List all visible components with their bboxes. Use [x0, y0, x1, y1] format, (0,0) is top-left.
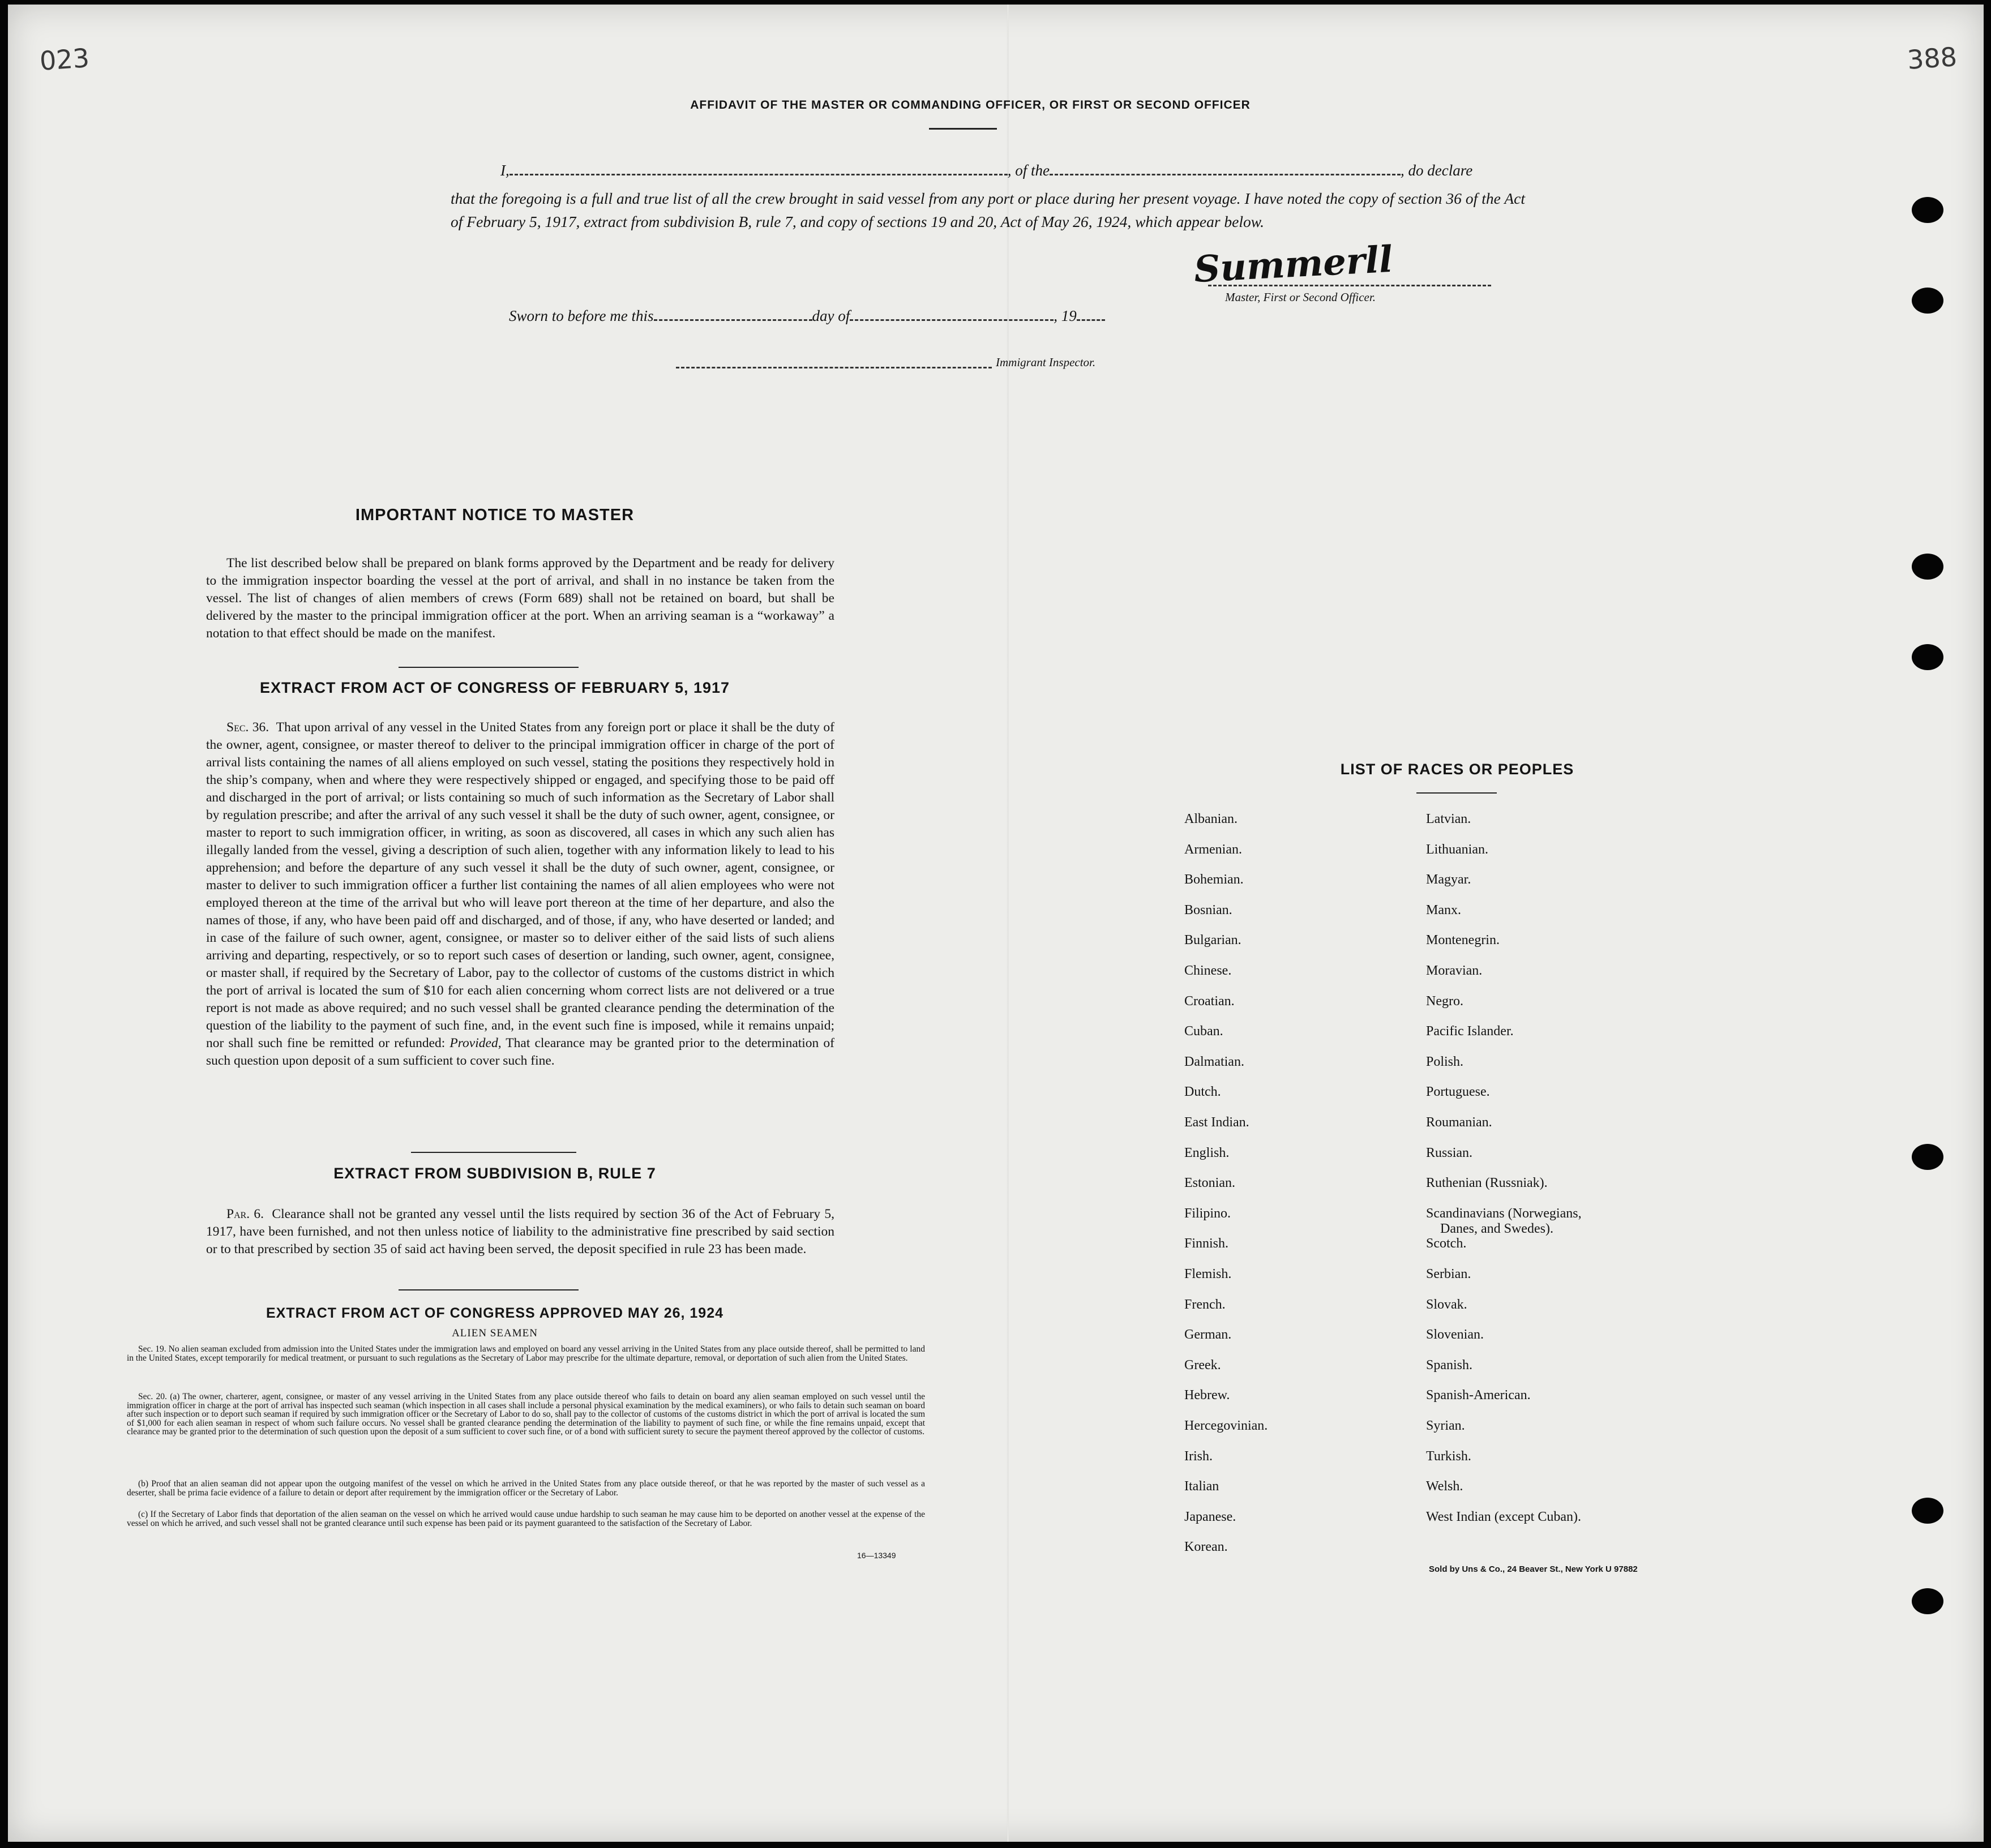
sec-19-text: Sec. 19. No alien seaman excluded from admission into the United States under the immigration laws and employed on board any vessel arriving in the United States from any place outside thereof, shall be permitted to land in the United States, except temporarily for medical treatment, or pursuant to such regulations as the Secretary of Labor may prescribe for the ultimate departure, removal, or deportation of such alien from the United States.: [127, 1344, 925, 1363]
race-item: Dutch.: [1184, 1084, 1221, 1100]
race-item: Moravian.: [1426, 963, 1483, 978]
race-item: Slovak.: [1426, 1297, 1467, 1312]
race-item: Bulgarian.: [1184, 933, 1241, 948]
sworn-line: [509, 307, 1105, 325]
race-item: Portuguese.: [1426, 1084, 1490, 1100]
divider: [399, 1289, 579, 1290]
vessel-blank[interactable]: [1050, 174, 1401, 175]
alien-seamen-subtitle: ALIEN SEAMEN: [452, 1327, 538, 1339]
sworn-label: Sworn to before me this: [509, 307, 654, 324]
punch-hole: [1912, 288, 1943, 314]
race-item: Bohemian.: [1184, 872, 1244, 887]
race-item: Dalmatian.: [1184, 1054, 1244, 1069]
punch-hole: [1912, 197, 1943, 223]
race-item: Polish.: [1426, 1054, 1464, 1069]
inspector-label: Immigrant Inspector.: [996, 355, 1096, 369]
race-item: Estonian.: [1184, 1176, 1235, 1191]
punch-hole: [1912, 1144, 1943, 1170]
race-item: Russian.: [1426, 1145, 1473, 1160]
corner-mark-right: 388: [1906, 41, 1958, 75]
punch-hole: [1912, 644, 1943, 670]
proviso-text: That clearance may be granted prior to the determination of such question upon deposit of a sum sufficient to cover such fine.: [206, 1036, 835, 1068]
race-item: French.: [1184, 1297, 1226, 1312]
sec-36-label: Sec. 36.: [226, 720, 269, 735]
race-item: Irish.: [1184, 1448, 1213, 1464]
punch-hole: [1912, 554, 1943, 580]
race-item: Korean.: [1184, 1540, 1228, 1555]
race-item: Roumanian.: [1426, 1115, 1492, 1130]
punch-hole: [1912, 1498, 1943, 1524]
center-fold: [1007, 5, 1009, 1842]
race-item: Greek.: [1184, 1357, 1221, 1373]
sec-20b-text: (b) Proof that an alien seaman did not appear upon the outgoing manifest of the vessel on which he arrived in the United States from any place outside thereof, or that he was reported by the master of such vessel as a deserter, shall be prima facie evidence of a failure to detain or deport after requirement by the immigration officer or the Secretary of Labor.: [127, 1479, 925, 1498]
punch-hole: [1912, 1588, 1943, 1614]
extract-1917-title: EXTRACT FROM ACT OF CONGRESS OF FEBRUARY 5, 1917: [259, 679, 730, 696]
race-item: Chinese.: [1184, 963, 1232, 978]
extract-1924-title: EXTRACT FROM ACT OF CONGRESS APPROVED MAY 26, 1924: [266, 1305, 724, 1321]
race-item: Ruthenian (Russniak).: [1426, 1176, 1548, 1191]
race-item: Hercegovinian.: [1184, 1418, 1268, 1433]
race-item: Scandinavians (Norwegians,: [1426, 1206, 1582, 1221]
year-label: , 19: [1054, 307, 1077, 324]
sec-20c-text: (c) If the Secretary of Labor finds that deportation of the alien seaman on the vessel on which he arrived would cause undue hardship to such seaman he may cause him to be deported on another vessel at the expense of the vessel on which he arrived, and such vessel shall not be granted clearance until such expense has been paid or its payment guaranteed to the satisfaction of the Secretary of Labor.: [127, 1510, 925, 1528]
form-number: 16—13349: [857, 1551, 896, 1560]
par-6-label: Par. 6.: [226, 1207, 264, 1221]
race-item: Spanish-American.: [1426, 1388, 1531, 1403]
race-item: Serbian.: [1426, 1267, 1471, 1281]
divider: [1416, 792, 1497, 794]
divider: [411, 1152, 576, 1153]
race-item: Welsh.: [1426, 1479, 1463, 1494]
sec-20a-text: Sec. 20. (a) The owner, charterer, agent, consignee, or master of any vessel arriving in the United States from any place outside thereof who fails to detain on board any alien seaman employed on such vessel until the immigration officer in charge at the port of arrival has inspected such seaman (which inspection in all cases shall include a personal physical examination by the medical examiners), or who fails to detain such seaman on board after such inspection or to deport such seaman if required by such immigration officer or the Secretary of Labor to do so, shall pay to the collector of customs of the customs district in which the port of arrival is located the sum of $1,000 for each alien seaman in respect of whom such failure occurs. No vessel shall be granted clearance pending the determination of the liability to payment of such fine, or while the fine remains unpaid, except that clearance may be granted prior to the determination of such question upon the deposit of a sum sufficient to cover such fine, or of a bond with sufficient surety to secure the payment thereof approved by the collector of customs.: [127, 1392, 925, 1437]
day-of-label: day of: [812, 307, 850, 324]
proviso-label: Provided,: [449, 1036, 502, 1051]
race-item: Magyar.: [1426, 872, 1471, 887]
divider: [929, 128, 997, 130]
race-item: Turkish.: [1426, 1448, 1471, 1464]
race-item: Pacific Islander.: [1426, 1024, 1514, 1039]
signature-line: [1208, 285, 1491, 286]
race-item: Latvian.: [1426, 812, 1471, 826]
sworn-month-blank[interactable]: [850, 319, 1054, 321]
race-item: Slovenian.: [1426, 1327, 1484, 1343]
race-item: Albanian.: [1184, 812, 1238, 826]
notice-title: IMPORTANT NOTICE TO MASTER: [355, 506, 635, 524]
officer-title: Master, First or Second Officer.: [1225, 290, 1376, 304]
extract-rule7-body: [206, 1206, 834, 1258]
divider: [399, 667, 579, 668]
affidavit-i: I,: [500, 162, 509, 179]
race-item: Cuban.: [1184, 1024, 1223, 1039]
race-item: Danes, and Swedes).: [1440, 1221, 1553, 1236]
race-item: East Indian.: [1184, 1115, 1249, 1130]
race-item: Scotch.: [1426, 1236, 1467, 1251]
race-item: Croatian.: [1184, 993, 1235, 1009]
race-item: Armenian.: [1184, 842, 1242, 857]
affidavit-of-the: , of the: [1007, 162, 1050, 179]
race-item: Negro.: [1426, 993, 1463, 1009]
affidavit-body: that the foregoing is a full and true list of all the crew brought in said vessel from any port or place during her present voyage. I have noted the copy of section 36 of the Act of February 5, 1917, extract from subdivision B, rule 7, and copy of sections 19 and 20, Act of May 26, 1924, which appear below.: [451, 190, 1525, 230]
inspector-signature-line[interactable]: [676, 367, 992, 368]
races-title: LIST OF RACES OR PEOPLES: [1340, 761, 1574, 778]
notice-body: The list described below shall be prepared on blank forms approved by the Department and be ready for delivery to the immigration inspector boarding the vessel at the port of arrival, and shall in no instance be taken from the vessel. The list of changes of alien members of crews (Form 689) shall not be retained on board, but shall be delivered by the master to the principal immigration officer at the port. When an arriving seaman is a “workaway” a notation to that effect should be made on the manifest.: [206, 556, 834, 641]
race-item: Finnish.: [1184, 1236, 1229, 1251]
sworn-year-blank[interactable]: [1077, 319, 1105, 321]
race-item: English.: [1184, 1145, 1230, 1160]
printer-credit: Sold by Uns & Co., 24 Beaver St., New York U 97882: [1429, 1564, 1638, 1574]
sec-36-text: That upon arrival of any vessel in the United States from any foreign port or place it shall be the duty of the owner, agent, consignee, or master thereof to deliver to the principal immigration officer in charge of the port of arrival lists containing the names of all aliens employed on such vessel, stating the positions they respectively hold in the ship’s company, when and where they were respectively shipped or engaged, and specifying those to be paid off and discharged in the port of arrival; or lists containing so much of such information as the Secretary of Labor shall by regulation prescribe; and after the arrival of any such vessel it shall be the duty of such owner, agent, consignee, or master to report to such immigration officer, in writing, as soon as discovered, all cases in which any such alien has illegally landed from the vessel, giving a description of such alien, together with any information likely to lead to his apprehension; and before the departure of any such vessel it shall be the duty of such owner, agent, consignee, or master to deliver to such immigration officer a further list containing the names of all alien employees who were not employed thereon at the time of the arrival but who will leave port thereon at the time of her departure, and also the names of those, if any, who have been paid off and discharged, and of those, if any, who have deserted or landed; and in case of the failure of such owner, agent, consignee, or master so to deliver either of the said lists of such aliens arriving and departing, respectively, or so to report such cases of desertion or landing, such owner, agent, consignee, or master shall, if required by the Secretary of Labor, pay to the collector of customs of the customs district in which the port of arrival is located the sum of $10 for each alien concerning whom correct lists are not delivered or a true report is not made as above required; and no such vessel shall be granted clearance pending the determination of the question of the liability to the payment of such fine, and, in the event such fine is imposed, while it remains unpaid; nor shall such fine be remitted or refunded:: [206, 720, 835, 1051]
extract-1917-body: [206, 719, 834, 1070]
race-item: Lithuanian.: [1426, 842, 1488, 857]
race-item: Hebrew.: [1184, 1388, 1230, 1403]
name-blank[interactable]: [509, 174, 1008, 175]
race-item: Montenegrin.: [1426, 933, 1500, 948]
race-item: West Indian (except Cuban).: [1426, 1509, 1581, 1524]
affidavit-declaration-line: [500, 162, 1525, 179]
sworn-day-blank[interactable]: [654, 319, 812, 321]
race-item: Japanese.: [1184, 1509, 1236, 1524]
race-item: Italian: [1184, 1479, 1219, 1494]
affidavit-declare: , do declare: [1401, 162, 1473, 179]
race-item: Filipino.: [1184, 1206, 1231, 1221]
corner-mark-left: 023: [38, 42, 91, 76]
par-6-text: Clearance shall not be granted any vessel until the lists required by section 36 of the Act of February 5, 1917, have been furnished, and not then unless notice of liability to the administrative fine prescribed by said section or to that prescribed by section 35 of said act having been served, the deposit specified in rule 23 has been made.: [206, 1207, 835, 1257]
master-signature: Summerll: [1193, 238, 1394, 291]
race-item: Spanish.: [1426, 1357, 1473, 1373]
affidavit-title: AFFIDAVIT OF THE MASTER OR COMMANDING OFFICER, OR FIRST OR SECOND OFFICER: [690, 98, 1251, 112]
race-item: German.: [1184, 1327, 1232, 1343]
manifest-sheet: [8, 5, 1984, 1842]
race-item: Syrian.: [1426, 1418, 1465, 1433]
race-item: Flemish.: [1184, 1267, 1232, 1281]
race-item: Manx.: [1426, 902, 1461, 917]
race-item: Bosnian.: [1184, 902, 1232, 917]
extract-rule7-title: EXTRACT FROM SUBDIVISION B, RULE 7: [333, 1165, 656, 1182]
